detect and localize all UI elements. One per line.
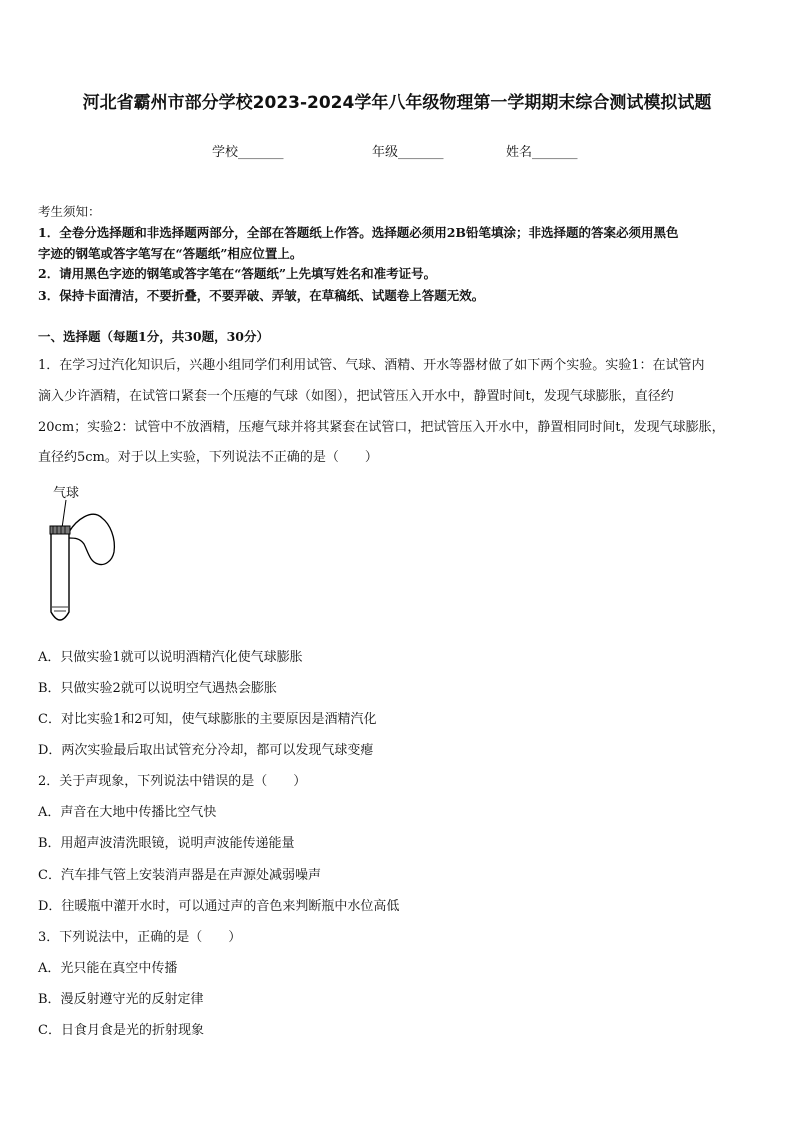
question-2-option-a: A．声音在大地中传播比空气快 xyxy=(38,805,217,820)
question-1-option-d: D．两次实验最后取出试管充分冷却，都可以发现气球变瘪 xyxy=(38,743,374,758)
question-1-option-c: C．对比实验1和2可知，使气球膨胀的主要原因是酒精汽化 xyxy=(38,712,377,727)
question-3-option-a: A．光只能在真空中传播 xyxy=(38,961,178,976)
question-1-stem: 20cm；实验2：试管中不放酒精，压瘪气球并将其紧套在试管口，把试管压入开水中，静置相同时间t，发现气球膨胀， xyxy=(38,420,725,435)
page-title: 河北省霸州市部分学校2023-2024学年八年级物理第一学期期末综合测试模拟试题 xyxy=(82,93,712,113)
figure-label: 气球 xyxy=(53,486,80,501)
question-1-stem: 1．在学习过汽化知识后，兴趣小组同学们利用试管、气球、酒精、开水等器材做了如下两个实验。实验1：在试管内 xyxy=(38,358,705,373)
grade-field: 年级_______ xyxy=(372,145,444,160)
question-1-stem: 滴入少许酒精，在试管口紧套一个压瘪的气球（如图），把试管压入开水中，静置时间t，发现气球膨胀，直径约 xyxy=(38,389,674,404)
question-3-option-b: B．漫反射遵守光的反射定律 xyxy=(38,992,204,1007)
balloon-test-tube-figure xyxy=(40,480,130,630)
question-2-option-c: C．汽车排气管上安装消声器是在声源处减弱噪声 xyxy=(38,868,321,883)
notice-item: 1．全卷分选择题和非选择题两部分，全部在答题纸上作答。选择题必须用2B铅笔填涂；非选择题的答案必须用黑色 xyxy=(38,225,679,240)
question-2-stem: 2．关于声现象，下列说法中错误的是（ ） xyxy=(38,774,307,789)
question-2-option-b: B．用超声波清洗眼镜，说明声波能传递能量 xyxy=(38,836,295,851)
test-tube-balloon-icon xyxy=(40,480,130,630)
question-3-option-c: C．日食月食是光的折射现象 xyxy=(38,1023,204,1038)
question-3-stem: 3．下列说法中，正确的是（ ） xyxy=(38,930,242,945)
notice-heading: 考生须知： xyxy=(38,204,101,219)
notice-item: 3．保持卡面清洁，不要折叠，不要弄破、弄皱，在草稿纸、试题卷上答题无效。 xyxy=(38,288,485,303)
question-1-option-a: A．只做实验1就可以说明酒精汽化使气球膨胀 xyxy=(38,650,303,665)
notice-item: 字迹的钢笔或答字笔写在“答题纸”相应位置上。 xyxy=(38,246,303,261)
school-field: 学校_______ xyxy=(212,145,284,160)
name-field: 姓名_______ xyxy=(506,145,578,160)
question-1-stem: 直径约5cm。对于以上实验，下列说法不正确的是（ ） xyxy=(38,450,378,465)
question-2-option-d: D．往暖瓶中灌开水时，可以通过声的音色来判断瓶中水位高低 xyxy=(38,899,400,914)
notice-item: 2．请用黑色字迹的钢笔或答字笔在“答题纸”上先填写姓名和准考证号。 xyxy=(38,266,437,281)
question-1-option-b: B．只做实验2就可以说明空气遇热会膨胀 xyxy=(38,681,277,696)
section-heading: 一、选择题（每题1分，共30题，30分） xyxy=(38,329,269,344)
